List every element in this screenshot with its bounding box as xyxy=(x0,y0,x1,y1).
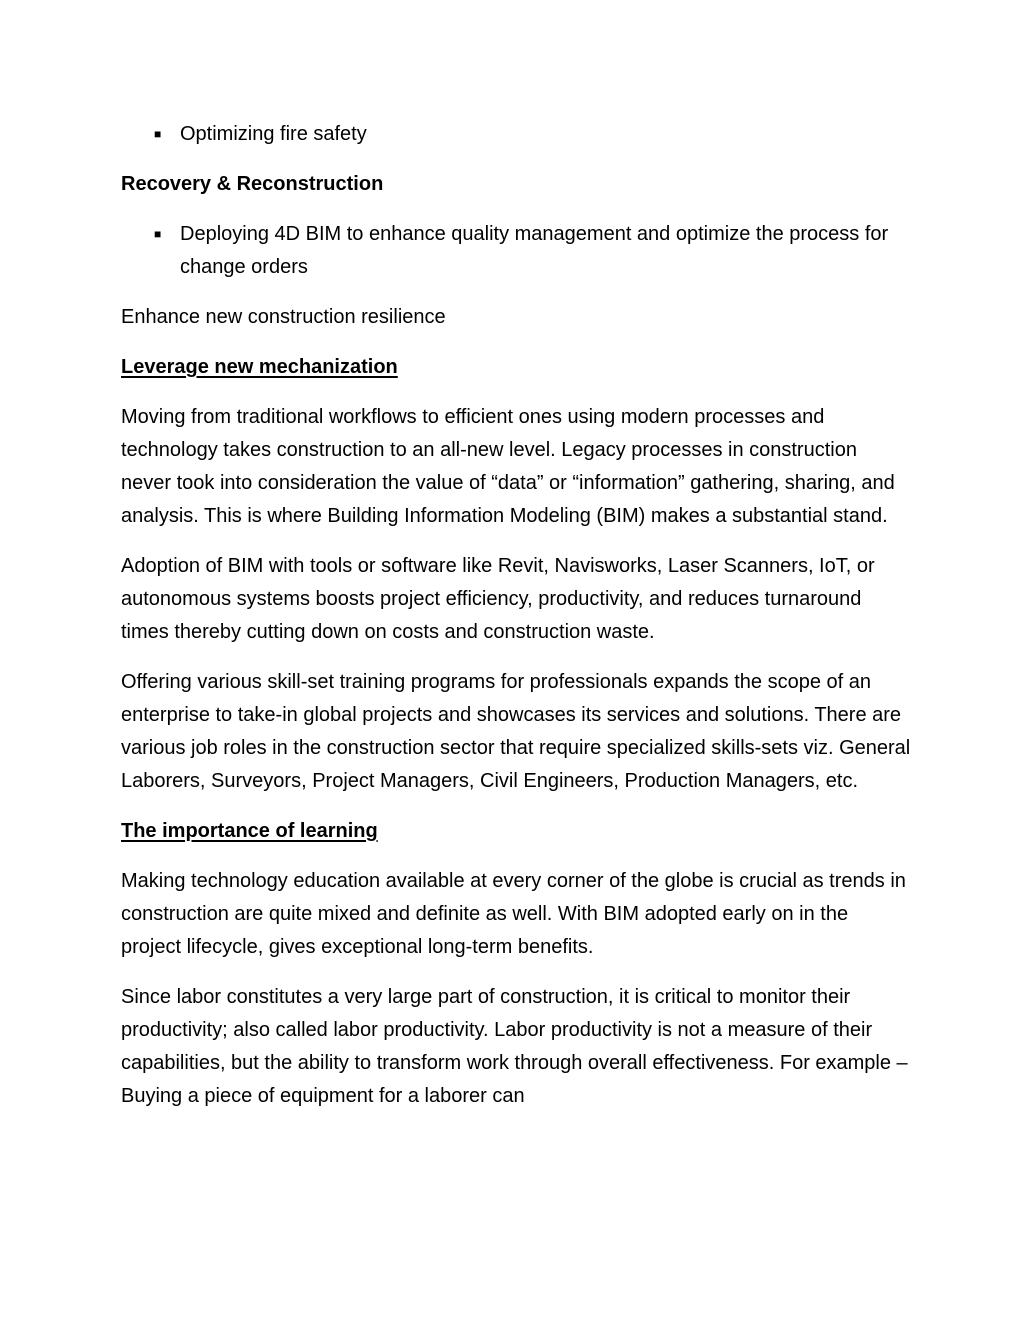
paragraph: Offering various skill-set training programs for professionals expands the scope of an enterprise to take-in global projects and showcases its services and solutions. There are various job roles in the construction sector that require specialized skills-sets viz. General Laborers, Surveyors, Project Managers, Civil Engineers, Production Managers, etc. xyxy=(121,671,911,792)
paragraph: Moving from traditional workflows to efficient ones using modern processes and technology takes construction to an all-new level. Legacy processes in construction never took into consideration the value of “data” or “information” gathering, sharing, and analysis. This is where Building Information Modeling (BIM) makes a substantial stand. xyxy=(121,406,895,527)
paragraph: Making technology education available at every corner of the globe is crucial as trends in construction are quite mixed and definite as well. With BIM adopted early on in the project lifecycle, gives exceptional long-term benefits. xyxy=(121,870,906,958)
paragraph: Since labor constitutes a very large part of construction, it is critical to monitor their productivity; also called labor productivity. Labor productivity is not a measure of their capabilities, but the ability to transform work through overall effectiveness. For example – Buying a piece of equipment for a laborer can xyxy=(121,986,908,1107)
square-bullet-icon: ■ xyxy=(154,227,162,241)
section-heading-learning: The importance of learning xyxy=(121,820,378,842)
section-heading-recovery: Recovery & Reconstruction xyxy=(121,173,384,195)
resilience-line: Enhance new construction resilience xyxy=(121,306,446,328)
list-item xyxy=(121,118,911,151)
section-heading-mechanization: Leverage new mechanization xyxy=(121,356,398,378)
list-item xyxy=(121,218,911,284)
list-item-text: Optimizing fire safety xyxy=(180,123,367,145)
paragraph: Adoption of BIM with tools or software like Revit, Navisworks, Laser Scanners, IoT, or autonomous systems boosts project efficiency, productivity, and reduces turnaround times thereby cutting down on costs and construction waste. xyxy=(121,555,875,643)
list-item-text: Deploying 4D BIM to enhance quality management and optimize the process for change orders xyxy=(180,223,889,278)
document-page xyxy=(121,118,911,1130)
square-bullet-icon: ■ xyxy=(154,127,162,141)
